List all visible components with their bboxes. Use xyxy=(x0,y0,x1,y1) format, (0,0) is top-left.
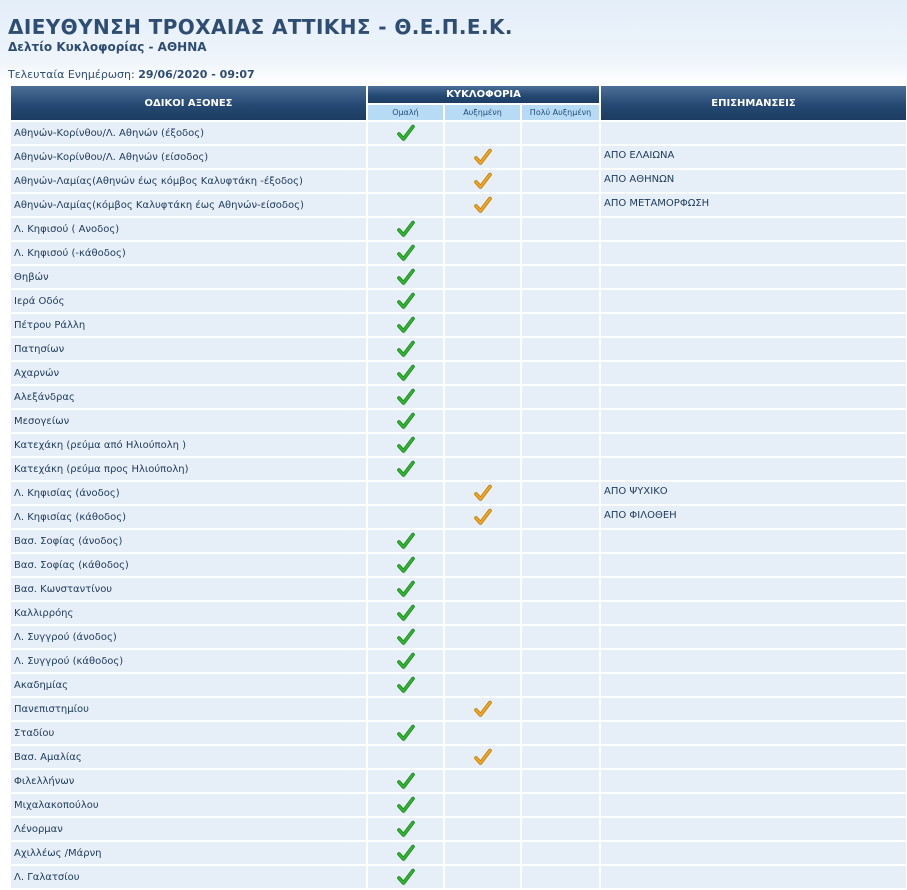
note-cell xyxy=(601,242,906,264)
status-increased-cell xyxy=(445,746,520,768)
green-check-icon xyxy=(397,388,415,406)
green-check-icon xyxy=(397,220,415,238)
table-row xyxy=(11,794,906,816)
green-check-icon xyxy=(397,364,415,382)
status-increased-cell xyxy=(445,842,520,864)
traffic-rows xyxy=(11,122,906,888)
road-name: Πανεπιστημίου xyxy=(11,698,366,720)
table-row xyxy=(11,554,906,576)
green-check-icon xyxy=(397,268,415,286)
status-increased-cell xyxy=(445,794,520,816)
status-increased-cell xyxy=(445,722,520,744)
green-check-icon xyxy=(397,604,415,622)
status-normal-cell xyxy=(368,650,443,672)
road-name: Μιχαλακοπούλου xyxy=(11,794,366,816)
status-very-increased-cell xyxy=(522,650,599,672)
status-increased-cell xyxy=(445,554,520,576)
table-row xyxy=(11,674,906,696)
status-normal-cell xyxy=(368,386,443,408)
status-very-increased-cell xyxy=(522,770,599,792)
status-very-increased-cell xyxy=(522,146,599,168)
status-normal-cell xyxy=(368,434,443,456)
note-cell: ΑΠΟ ΦΙΛΟΘΕΗ xyxy=(601,506,906,528)
status-increased-cell xyxy=(445,698,520,720)
status-normal-cell xyxy=(368,338,443,360)
status-increased-cell xyxy=(445,458,520,480)
status-very-increased-cell xyxy=(522,794,599,816)
status-normal-cell xyxy=(368,674,443,696)
green-check-icon xyxy=(397,460,415,478)
status-increased-cell xyxy=(445,602,520,624)
green-check-icon xyxy=(397,532,415,550)
status-increased-cell xyxy=(445,386,520,408)
status-increased-cell xyxy=(445,314,520,336)
note-cell xyxy=(601,746,906,768)
road-name: Αθηνών-Κορίνθου/Λ. Αθηνών (είσοδος) xyxy=(11,146,366,168)
green-check-icon xyxy=(397,556,415,574)
note-cell xyxy=(601,362,906,384)
road-name: Πέτρου Ράλλη xyxy=(11,314,366,336)
road-name: Θηβών xyxy=(11,266,366,288)
note-cell xyxy=(601,818,906,840)
green-check-icon xyxy=(397,244,415,262)
note-cell xyxy=(601,698,906,720)
note-cell xyxy=(601,842,906,864)
status-increased-cell xyxy=(445,410,520,432)
road-name: Λ. Συγγρού (άνοδος) xyxy=(11,626,366,648)
status-normal-cell xyxy=(368,266,443,288)
green-check-icon xyxy=(397,844,415,862)
road-name: Αχαρνών xyxy=(11,362,366,384)
status-very-increased-cell xyxy=(522,530,599,552)
green-check-icon xyxy=(397,676,415,694)
road-name: Αθηνών-Κορίνθου/Λ. Αθηνών (έξοδος) xyxy=(11,122,366,144)
status-increased-cell xyxy=(445,218,520,240)
note-cell xyxy=(601,530,906,552)
orange-check-icon xyxy=(474,172,492,190)
status-very-increased-cell xyxy=(522,722,599,744)
road-name: Λ. Συγγρού (κάθοδος) xyxy=(11,650,366,672)
status-increased-cell xyxy=(445,170,520,192)
status-very-increased-cell xyxy=(522,218,599,240)
status-increased-cell xyxy=(445,866,520,888)
table-row xyxy=(11,722,906,744)
note-cell xyxy=(601,386,906,408)
table-row xyxy=(11,866,906,888)
note-cell xyxy=(601,722,906,744)
status-very-increased-cell xyxy=(522,602,599,624)
table-row xyxy=(11,410,906,432)
status-normal-cell xyxy=(368,410,443,432)
orange-check-icon xyxy=(474,484,492,502)
note-cell xyxy=(601,266,906,288)
note-cell xyxy=(601,770,906,792)
road-name: Λ. Κηφισίας (άνοδος) xyxy=(11,482,366,504)
status-normal-cell xyxy=(368,626,443,648)
table-row xyxy=(11,650,906,672)
status-very-increased-cell xyxy=(522,362,599,384)
green-check-icon xyxy=(397,124,415,142)
road-name: Βασ. Σοφίας (κάθοδος) xyxy=(11,554,366,576)
status-normal-cell xyxy=(368,482,443,504)
green-check-icon xyxy=(397,724,415,742)
page-subtitle: Δελτίο Κυκλοφορίας - ΑΘΗΝΑ xyxy=(8,40,207,54)
status-normal-cell xyxy=(368,314,443,336)
road-name: Βασ. Αμαλίας xyxy=(11,746,366,768)
note-cell xyxy=(601,650,906,672)
status-very-increased-cell xyxy=(522,746,599,768)
table-row xyxy=(11,434,906,456)
status-very-increased-cell xyxy=(522,410,599,432)
header-notes: ΕΠΙΣΗΜΑΝΣΕΙΣ xyxy=(601,86,906,120)
green-check-icon xyxy=(397,628,415,646)
road-name: Κατεχάκη (ρεύμα προς Ηλιούπολη) xyxy=(11,458,366,480)
status-increased-cell xyxy=(445,770,520,792)
road-name: Μεσογείων xyxy=(11,410,366,432)
status-normal-cell xyxy=(368,842,443,864)
status-very-increased-cell xyxy=(522,482,599,504)
table-row xyxy=(11,266,906,288)
status-increased-cell xyxy=(445,242,520,264)
status-very-increased-cell xyxy=(522,818,599,840)
status-normal-cell xyxy=(368,770,443,792)
table-row xyxy=(11,170,906,192)
green-check-icon xyxy=(397,820,415,838)
road-name: Σταδίου xyxy=(11,722,366,744)
status-normal-cell xyxy=(368,170,443,192)
status-very-increased-cell xyxy=(522,698,599,720)
page-header xyxy=(8,14,899,55)
status-increased-cell xyxy=(445,626,520,648)
status-normal-cell xyxy=(368,554,443,576)
status-very-increased-cell xyxy=(522,266,599,288)
table-row xyxy=(11,770,906,792)
status-increased-cell xyxy=(445,578,520,600)
header-increased: Αυξημένη xyxy=(445,105,520,120)
status-increased-cell xyxy=(445,482,520,504)
status-very-increased-cell xyxy=(522,506,599,528)
table-row xyxy=(11,314,906,336)
table-row xyxy=(11,242,906,264)
table-row xyxy=(11,458,906,480)
status-increased-cell xyxy=(445,650,520,672)
road-name: Λ. Κηφισού ( Ανοδος) xyxy=(11,218,366,240)
road-name: Αθηνών-Λαμίας(Αθηνών έως κόμβος Καλυφτάκη -έξοδος) xyxy=(11,170,366,192)
road-name: Βασ. Σοφίας (άνοδος) xyxy=(11,530,366,552)
green-check-icon xyxy=(397,796,415,814)
green-check-icon xyxy=(397,340,415,358)
last-updated xyxy=(8,68,255,81)
status-very-increased-cell xyxy=(522,842,599,864)
note-cell xyxy=(601,314,906,336)
green-check-icon xyxy=(397,412,415,430)
status-very-increased-cell xyxy=(522,122,599,144)
road-name: Αλεξάνδρας xyxy=(11,386,366,408)
status-increased-cell xyxy=(445,362,520,384)
table-row xyxy=(11,698,906,720)
status-very-increased-cell xyxy=(522,194,599,216)
table-row xyxy=(11,122,906,144)
status-increased-cell xyxy=(445,266,520,288)
note-cell xyxy=(601,434,906,456)
green-check-icon xyxy=(397,652,415,670)
table-row xyxy=(11,362,906,384)
road-name: Λ. Γαλατσίου xyxy=(11,866,366,888)
status-very-increased-cell xyxy=(522,578,599,600)
status-increased-cell xyxy=(445,122,520,144)
note-cell xyxy=(601,794,906,816)
status-increased-cell xyxy=(445,818,520,840)
road-name: Ακαδημίας xyxy=(11,674,366,696)
status-very-increased-cell xyxy=(522,554,599,576)
table-row xyxy=(11,290,906,312)
header-normal: Ομαλή xyxy=(368,105,443,120)
status-very-increased-cell xyxy=(522,314,599,336)
road-name: Αθηνών-Λαμίας(κόμβος Καλυφτάκη έως Αθηνών-είσοδος) xyxy=(11,194,366,216)
road-name: Βασ. Κωνσταντίνου xyxy=(11,578,366,600)
table-row xyxy=(11,602,906,624)
status-normal-cell xyxy=(368,818,443,840)
road-name: Λένορμαν xyxy=(11,818,366,840)
green-check-icon xyxy=(397,580,415,598)
road-name: Λ. Κηφισού (-κάθοδος) xyxy=(11,242,366,264)
status-normal-cell xyxy=(368,194,443,216)
road-name: Ιερά Οδός xyxy=(11,290,366,312)
status-increased-cell xyxy=(445,194,520,216)
status-normal-cell xyxy=(368,290,443,312)
header-traffic: ΚΥΚΛΟΦΟΡΙΑ xyxy=(368,86,599,103)
status-increased-cell xyxy=(445,146,520,168)
last-updated-value: 29/06/2020 - 09:07 xyxy=(138,68,255,81)
header-roads: ΟΔΙΚΟΙ ΑΞΟΝΕΣ xyxy=(11,86,366,120)
orange-check-icon xyxy=(474,700,492,718)
status-very-increased-cell xyxy=(522,386,599,408)
note-cell xyxy=(601,218,906,240)
traffic-table xyxy=(9,84,907,890)
note-cell xyxy=(601,578,906,600)
orange-check-icon xyxy=(474,508,492,526)
status-very-increased-cell xyxy=(522,290,599,312)
green-check-icon xyxy=(397,292,415,310)
table-row xyxy=(11,194,906,216)
table-row xyxy=(11,146,906,168)
table-row xyxy=(11,218,906,240)
table-row xyxy=(11,842,906,864)
status-increased-cell xyxy=(445,506,520,528)
status-increased-cell xyxy=(445,338,520,360)
table-row xyxy=(11,338,906,360)
green-check-icon xyxy=(397,436,415,454)
status-very-increased-cell xyxy=(522,242,599,264)
road-name: Φιλελλήνων xyxy=(11,770,366,792)
table-row xyxy=(11,746,906,768)
orange-check-icon xyxy=(474,748,492,766)
status-normal-cell xyxy=(368,794,443,816)
status-normal-cell xyxy=(368,242,443,264)
note-cell xyxy=(601,866,906,888)
note-cell xyxy=(601,554,906,576)
note-cell xyxy=(601,290,906,312)
note-cell: ΑΠΟ ΨΥΧΙΚΟ xyxy=(601,482,906,504)
green-check-icon xyxy=(397,316,415,334)
status-very-increased-cell xyxy=(522,866,599,888)
green-check-icon xyxy=(397,868,415,886)
table-row xyxy=(11,482,906,504)
note-cell: ΑΠΟ ΕΛΑΙΩΝΑ xyxy=(601,146,906,168)
page-title: ΔΙΕΥΘΥΝΣΗ ΤΡΟΧΑΙΑΣ ΑΤΤΙΚΗΣ - Θ.Ε.Π.Ε.Κ. xyxy=(8,15,513,39)
note-cell xyxy=(601,674,906,696)
header-very-increased: Πολύ Αυξημένη xyxy=(522,105,599,120)
note-cell xyxy=(601,122,906,144)
last-updated-label: Τελευταία Ενημέρωση: xyxy=(8,68,135,81)
note-cell xyxy=(601,602,906,624)
status-normal-cell xyxy=(368,362,443,384)
note-cell xyxy=(601,410,906,432)
status-increased-cell xyxy=(445,530,520,552)
road-name: Καλλιρρόης xyxy=(11,602,366,624)
green-check-icon xyxy=(397,772,415,790)
status-very-increased-cell xyxy=(522,170,599,192)
status-increased-cell xyxy=(445,290,520,312)
status-normal-cell xyxy=(368,722,443,744)
status-normal-cell xyxy=(368,578,443,600)
road-name: Αχιλλέως /Μάρνη xyxy=(11,842,366,864)
orange-check-icon xyxy=(474,148,492,166)
table-row xyxy=(11,530,906,552)
status-very-increased-cell xyxy=(522,458,599,480)
status-increased-cell xyxy=(445,674,520,696)
road-name: Λ. Κηφισίας (κάθοδος) xyxy=(11,506,366,528)
status-normal-cell xyxy=(368,746,443,768)
note-cell xyxy=(601,338,906,360)
status-normal-cell xyxy=(368,506,443,528)
status-normal-cell xyxy=(368,602,443,624)
status-normal-cell xyxy=(368,866,443,888)
table-row xyxy=(11,626,906,648)
note-cell: ΑΠΟ ΑΘΗΝΩΝ xyxy=(601,170,906,192)
status-normal-cell xyxy=(368,146,443,168)
status-normal-cell xyxy=(368,530,443,552)
status-very-increased-cell xyxy=(522,434,599,456)
note-cell xyxy=(601,458,906,480)
status-normal-cell xyxy=(368,698,443,720)
table-row xyxy=(11,506,906,528)
status-increased-cell xyxy=(445,434,520,456)
status-normal-cell xyxy=(368,122,443,144)
table-row xyxy=(11,578,906,600)
status-very-increased-cell xyxy=(522,674,599,696)
road-name: Κατεχάκη (ρεύμα από Ηλιούπολη ) xyxy=(11,434,366,456)
note-cell: ΑΠΟ ΜΕΤΑΜΟΡΦΩΣΗ xyxy=(601,194,906,216)
status-normal-cell xyxy=(368,218,443,240)
status-normal-cell xyxy=(368,458,443,480)
road-name: Πατησίων xyxy=(11,338,366,360)
note-cell xyxy=(601,626,906,648)
table-row xyxy=(11,818,906,840)
status-very-increased-cell xyxy=(522,626,599,648)
status-very-increased-cell xyxy=(522,338,599,360)
table-row xyxy=(11,386,906,408)
orange-check-icon xyxy=(474,196,492,214)
